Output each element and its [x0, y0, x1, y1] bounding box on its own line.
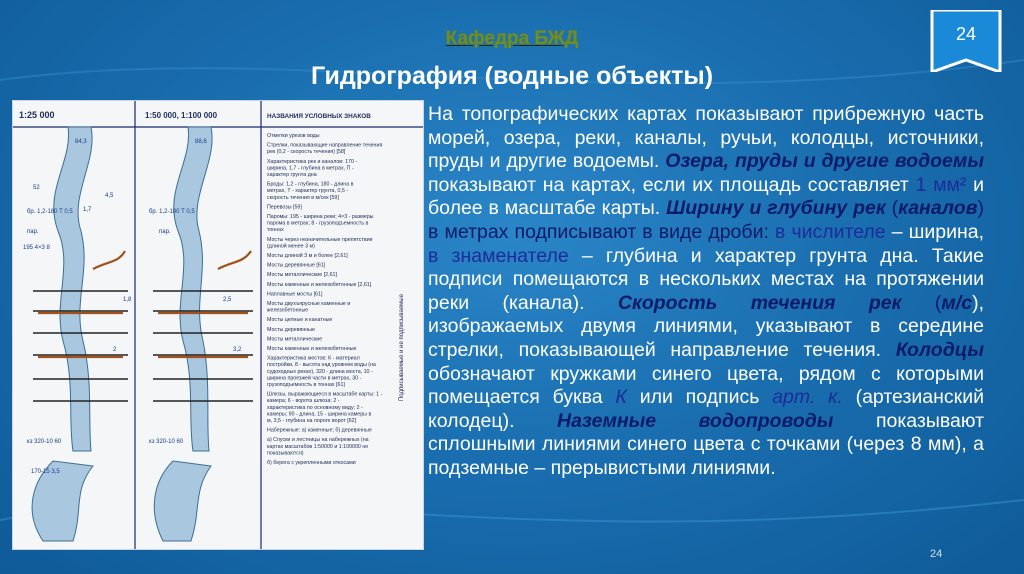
map-label: бр. 1,2-180 T 0,5 — [149, 209, 195, 215]
map-label: 2,5 — [223, 297, 232, 303]
legend-row-text: судоходных реках), 320 - длина моста, 10 - — [267, 368, 373, 375]
legend-row-text: Броды: 1,2 - глубина, 180 - длина в — [267, 181, 354, 188]
map-label: 3,2 — [233, 347, 242, 353]
legend-row-text: Мосты каменные и железобетонные — [267, 346, 357, 352]
artesian-label: арт. к. — [772, 386, 843, 409]
col1-header: 1:25 000 — [19, 110, 55, 120]
legend-row-text: метрах, Т - характер грунта, 0,5 - — [267, 188, 349, 195]
legend-row-text: (длиной менее 3 м) — [267, 243, 315, 250]
legend-row-text: скорость течения в м/сек [59] — [267, 194, 339, 201]
legend-row-text: показываются) — [267, 450, 304, 457]
highlight-lakes: Озера, пруды и другие водоемы — [665, 150, 984, 173]
text-segment: – ширина, — [885, 220, 984, 243]
text-segment: ( — [901, 291, 942, 314]
legend-row-text: Паромы: 195 - ширина реки; 4×3 - размеры — [267, 214, 374, 220]
legend-row-text: характер грунта дна — [267, 172, 317, 178]
highlight-flow-speed: Скорость течения рек — [617, 291, 902, 314]
legend-row-text: железобетонные — [267, 307, 309, 314]
col3-header: НАЗВАНИЯ УСЛОВНЫХ ЗНАКОВ — [267, 113, 371, 120]
body-text — [428, 103, 984, 481]
legend-row-text: камеры; 90 - длина, 15 - ширина камеры в — [267, 411, 372, 418]
legend-row-text: Мосты цепные и канатные — [267, 317, 333, 324]
map-label: пар. — [27, 229, 39, 235]
text-segment: ) в метрах подписывают в виде дроби: — [428, 197, 984, 243]
text-segment: показывают сплошными линиями синего цвета с точками (через 8 мм), а подземные – прерывистыми линиями. — [428, 409, 984, 479]
legend-row-text: м, 3,5 - глубина на пороге ворот [62] — [267, 418, 357, 424]
department-title: Кафедра БЖД — [445, 28, 579, 49]
map-label: бр. 1,2-180 T 0,5 — [27, 209, 73, 215]
legend-row-text: Наплавные мосты [61] — [267, 291, 323, 298]
text-segment: ), изображаемых двумя линиями, указывают в середине стрелки, показывающей направление течения. — [428, 291, 984, 361]
text-segment: обозначают кружками синего цвета, рядом с которыми помещается буква — [428, 362, 984, 409]
page-number: 24 — [930, 548, 943, 560]
legend-row-text: Мосты через незначительные препятствия — [267, 236, 373, 243]
legend-row-text: грузоподъемность в тоннах [61] — [267, 382, 345, 388]
legend-row-text: Шлюзы, выражающиеся в масштабе карты: 1 - — [267, 391, 383, 398]
legend-row-text: Мосты каменные и железобетонные [2,61] — [267, 281, 372, 288]
map-label: 2 — [113, 347, 117, 353]
highlight-river-width: Ширину и глубину рек — [666, 197, 886, 220]
legend-row-text: Характеристика мостов: К - материал — [267, 355, 360, 362]
legend-row-text: парома в метрах; 8 - грузоподъемность в — [267, 220, 369, 227]
text-segment: ( — [885, 197, 899, 220]
map-label: 195 4×3 8 — [23, 245, 50, 251]
legend-row-text: характеристика по основному виду; 2 - — [267, 404, 363, 411]
legend-row-text: тоннах — [267, 227, 284, 234]
highlight-wells: Колодцы — [895, 338, 984, 361]
text-segment: (артезианский колодец). — [428, 386, 984, 432]
legend-row-text: Стрелки, показывающие направление течения — [267, 142, 383, 149]
map-label: 4,5 — [105, 193, 114, 199]
vertical-note: Подписываемые и не подписываемые — [399, 294, 405, 401]
legend-row-text: Мосты металлические — [267, 336, 323, 343]
map-legend-figure — [12, 100, 424, 550]
map-label: 84,3 — [75, 139, 87, 145]
legend-row-text: Характеристика рек и каналов: 170 - — [267, 158, 358, 165]
slide-number-badge: 24 — [955, 24, 977, 44]
legend-row-text: Набережные: а) каменные; б) деревянные — [267, 427, 372, 434]
text-segment: На топографических картах показывают прибрежную часть морей, озера, реки, каналы, ручьи, колодцы, источники, пруды и другие водоемы. — [428, 103, 984, 173]
legend-row-text: камера; 6 - ворота шлюза; 2 - — [267, 398, 340, 405]
legend-row-text: Отметки урезов воды — [267, 133, 320, 139]
map-label: кз 320-10 60 — [27, 439, 62, 445]
numerator-text: в числителе — [774, 220, 886, 243]
legend-row-text: а) Спуски и лестницы на набережных (на — [267, 437, 369, 444]
map-label: пар. — [159, 229, 171, 235]
legend-row-text: Мосты деревянные — [267, 326, 315, 333]
legend-row-text: рек (0,2 - скорость течения) [58] — [267, 149, 346, 156]
legend-row-text: б) берега с укрепленными откосами — [267, 460, 356, 466]
legend-row-text: Мосты длиной 3 м и более [2,61] — [267, 253, 348, 259]
letter-k: К — [615, 386, 627, 409]
legend-row-text: картах масштабов 1:50000 и 1:100000 не — [267, 443, 369, 450]
legend-row-text: Мосты деревянные [61] — [267, 262, 326, 269]
legend-row-text: Перевозы [59] — [267, 204, 302, 211]
map-label: 1,8 — [123, 297, 132, 303]
map-label: 52 — [33, 185, 40, 191]
highlight-aqueducts: Наземные водопроводы — [556, 409, 834, 432]
area-value: 1 мм² — [915, 173, 967, 196]
map-label: 1,7 — [83, 207, 92, 213]
legend-row-text: Мосты двухъярусные каменные и — [267, 301, 351, 307]
text-segment: или подпись — [626, 386, 773, 409]
text-segment: показывают на картах, если их площадь составляет — [428, 173, 916, 196]
legend-row-text: Мосты металлические [2,61] — [267, 272, 337, 279]
map-label: 88,6 — [195, 139, 207, 145]
denominator-text: в знаменателе — [428, 244, 569, 267]
legend-row-text: ширина, 1,7 - глубина в метрах, П - — [267, 165, 354, 172]
legend-row-text: постройки, 8 - высота над уровнем воды (на — [267, 362, 376, 369]
slide-title: Гидрография (водные объекты) — [310, 62, 714, 90]
col2-header: 1:50 000, 1:100 000 — [145, 111, 218, 120]
highlight-units: м/с — [941, 291, 973, 314]
text-segment: и более в масштабе карты. — [428, 173, 984, 220]
highlight-canals: каналов — [898, 197, 978, 220]
legend-row-text: ширина проезжей части в метрах, 30 - — [267, 375, 362, 382]
map-legend-image — [13, 101, 423, 549]
map-label: 170-15 3,5 — [31, 469, 60, 475]
map-label: кз 320-10 60 — [149, 439, 184, 445]
text-segment: – глубина и характер грунта дна. Такие подписи помещаются в нескольких местах на протяжении реки (канала). — [428, 244, 984, 314]
